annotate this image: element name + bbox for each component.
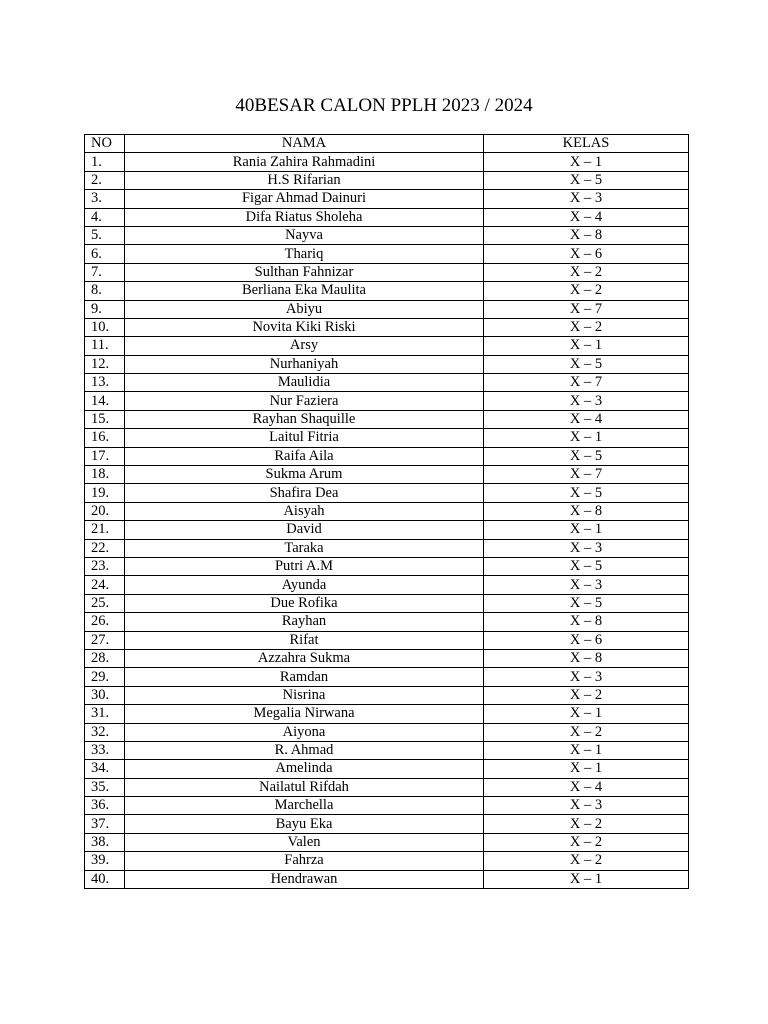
row-nama: Nayva [125, 226, 484, 244]
table-row [85, 171, 689, 189]
table-row [85, 502, 689, 520]
row-kelas: X – 3 [484, 576, 689, 594]
row-nama: Bayu Eka [125, 815, 484, 833]
row-nama: Laitul Fitria [125, 429, 484, 447]
row-kelas: X – 4 [484, 410, 689, 428]
table-row [85, 318, 689, 336]
row-number: 6. [85, 245, 125, 263]
row-nama: Hendrawan [125, 870, 484, 888]
row-kelas: X – 3 [484, 539, 689, 557]
row-number: 7. [85, 263, 125, 281]
row-kelas: X – 1 [484, 760, 689, 778]
row-number: 8. [85, 282, 125, 300]
table-row [85, 337, 689, 355]
table-row [85, 741, 689, 759]
row-nama: David [125, 521, 484, 539]
row-nama: Figar Ahmad Dainuri [125, 190, 484, 208]
row-nama: Taraka [125, 539, 484, 557]
table-row [85, 870, 689, 888]
row-number: 12. [85, 355, 125, 373]
row-kelas: X – 1 [484, 521, 689, 539]
row-number: 14. [85, 392, 125, 410]
row-kelas: X – 2 [484, 833, 689, 851]
row-nama: Shafira Dea [125, 484, 484, 502]
table-row [85, 594, 689, 612]
table-row [85, 521, 689, 539]
table-row [85, 208, 689, 226]
row-kelas: X – 5 [484, 447, 689, 465]
table-row [85, 576, 689, 594]
row-number: 31. [85, 705, 125, 723]
row-number: 15. [85, 410, 125, 428]
row-kelas: X – 1 [484, 741, 689, 759]
table-row [85, 190, 689, 208]
row-kelas: X – 8 [484, 613, 689, 631]
row-nama: H.S Rifarian [125, 171, 484, 189]
row-nama: Rayhan Shaquille [125, 410, 484, 428]
row-kelas: X – 2 [484, 723, 689, 741]
row-number: 40. [85, 870, 125, 888]
row-nama: Novita Kiki Riski [125, 318, 484, 336]
table-row [85, 686, 689, 704]
row-nama: Putri A.M [125, 557, 484, 575]
row-kelas: X – 1 [484, 705, 689, 723]
row-number: 20. [85, 502, 125, 520]
row-kelas: X – 3 [484, 668, 689, 686]
table-row [85, 778, 689, 796]
row-number: 4. [85, 208, 125, 226]
row-nama: Ramdan [125, 668, 484, 686]
row-number: 35. [85, 778, 125, 796]
header-nama: NAMA [125, 135, 484, 153]
row-number: 38. [85, 833, 125, 851]
row-number: 1. [85, 153, 125, 171]
document-title: 40BESAR CALON PPLH 2023 / 2024 [235, 95, 533, 116]
row-number: 34. [85, 760, 125, 778]
row-kelas: X – 3 [484, 190, 689, 208]
row-number: 28. [85, 649, 125, 667]
row-nama: Nurhaniyah [125, 355, 484, 373]
table-row [85, 613, 689, 631]
row-kelas: X – 3 [484, 797, 689, 815]
table-row [85, 263, 689, 281]
row-nama: Megalia Nirwana [125, 705, 484, 723]
row-nama: Rifat [125, 631, 484, 649]
header-no: NO [85, 135, 125, 153]
row-nama: Rania Zahira Rahmadini [125, 153, 484, 171]
table-row [85, 705, 689, 723]
row-number: 26. [85, 613, 125, 631]
table-row [85, 797, 689, 815]
row-number: 22. [85, 539, 125, 557]
row-number: 39. [85, 852, 125, 870]
row-kelas: X – 2 [484, 318, 689, 336]
row-number: 13. [85, 374, 125, 392]
row-kelas: X – 6 [484, 631, 689, 649]
row-number: 3. [85, 190, 125, 208]
row-number: 9. [85, 300, 125, 318]
row-nama: Nur Faziera [125, 392, 484, 410]
row-number: 27. [85, 631, 125, 649]
table-row [85, 392, 689, 410]
candidate-table [84, 134, 689, 889]
row-nama: Aiyona [125, 723, 484, 741]
row-kelas: X – 5 [484, 171, 689, 189]
row-nama: Difa Riatus Sholeha [125, 208, 484, 226]
table-row [85, 649, 689, 667]
row-kelas: X – 2 [484, 263, 689, 281]
table-row [85, 833, 689, 851]
row-kelas: X – 1 [484, 870, 689, 888]
row-number: 33. [85, 741, 125, 759]
row-nama: Sukma Arum [125, 466, 484, 484]
table-row [85, 484, 689, 502]
table-row [85, 355, 689, 373]
table-row [85, 760, 689, 778]
row-nama: Fahrza [125, 852, 484, 870]
row-kelas: X – 5 [484, 557, 689, 575]
table-row [85, 374, 689, 392]
row-kelas: X – 4 [484, 208, 689, 226]
row-nama: Berliana Eka Maulita [125, 282, 484, 300]
row-nama: Amelinda [125, 760, 484, 778]
row-kelas: X – 2 [484, 686, 689, 704]
row-number: 10. [85, 318, 125, 336]
table-row [85, 539, 689, 557]
table-row [85, 466, 689, 484]
row-number: 21. [85, 521, 125, 539]
table-row [85, 631, 689, 649]
row-kelas: X – 2 [484, 282, 689, 300]
table-row [85, 282, 689, 300]
table-row [85, 852, 689, 870]
row-nama: Valen [125, 833, 484, 851]
row-number: 24. [85, 576, 125, 594]
row-kelas: X – 5 [484, 594, 689, 612]
row-nama: Nisrina [125, 686, 484, 704]
row-kelas: X – 7 [484, 466, 689, 484]
table-row [85, 153, 689, 171]
row-nama: Ayunda [125, 576, 484, 594]
row-number: 23. [85, 557, 125, 575]
table-row [85, 815, 689, 833]
row-number: 36. [85, 797, 125, 815]
row-number: 19. [85, 484, 125, 502]
row-number: 32. [85, 723, 125, 741]
table-row [85, 557, 689, 575]
row-nama: R. Ahmad [125, 741, 484, 759]
row-number: 37. [85, 815, 125, 833]
row-number: 16. [85, 429, 125, 447]
table-row [85, 723, 689, 741]
row-nama: Maulidia [125, 374, 484, 392]
row-kelas: X – 8 [484, 502, 689, 520]
row-nama: Due Rofika [125, 594, 484, 612]
row-kelas: X – 5 [484, 355, 689, 373]
row-number: 2. [85, 171, 125, 189]
row-kelas: X – 4 [484, 778, 689, 796]
row-nama: Nailatul Rifdah [125, 778, 484, 796]
row-kelas: X – 5 [484, 484, 689, 502]
row-nama: Arsy [125, 337, 484, 355]
row-number: 5. [85, 226, 125, 244]
table-row [85, 226, 689, 244]
header-kelas: KELAS [484, 135, 689, 153]
table-header-row [85, 135, 689, 153]
table-body [85, 153, 689, 889]
table-row [85, 447, 689, 465]
row-kelas: X – 8 [484, 649, 689, 667]
row-nama: Marchella [125, 797, 484, 815]
row-kelas: X – 1 [484, 337, 689, 355]
row-nama: Sulthan Fahnizar [125, 263, 484, 281]
table-row [85, 410, 689, 428]
row-nama: Raifa Aila [125, 447, 484, 465]
table-row [85, 245, 689, 263]
row-kelas: X – 3 [484, 392, 689, 410]
table-row [85, 300, 689, 318]
row-number: 17. [85, 447, 125, 465]
table-row [85, 668, 689, 686]
row-kelas: X – 7 [484, 374, 689, 392]
row-kelas: X – 2 [484, 815, 689, 833]
table-row [85, 429, 689, 447]
row-nama: Thariq [125, 245, 484, 263]
table-header [85, 135, 689, 153]
row-number: 25. [85, 594, 125, 612]
row-kelas: X – 1 [484, 153, 689, 171]
row-number: 11. [85, 337, 125, 355]
row-kelas: X – 1 [484, 429, 689, 447]
row-kelas: X – 6 [484, 245, 689, 263]
row-nama: Rayhan [125, 613, 484, 631]
row-kelas: X – 8 [484, 226, 689, 244]
row-nama: Azzahra Sukma [125, 649, 484, 667]
row-nama: Aisyah [125, 502, 484, 520]
row-number: 18. [85, 466, 125, 484]
row-number: 30. [85, 686, 125, 704]
row-kelas: X – 2 [484, 852, 689, 870]
row-nama: Abiyu [125, 300, 484, 318]
row-number: 29. [85, 668, 125, 686]
row-kelas: X – 7 [484, 300, 689, 318]
